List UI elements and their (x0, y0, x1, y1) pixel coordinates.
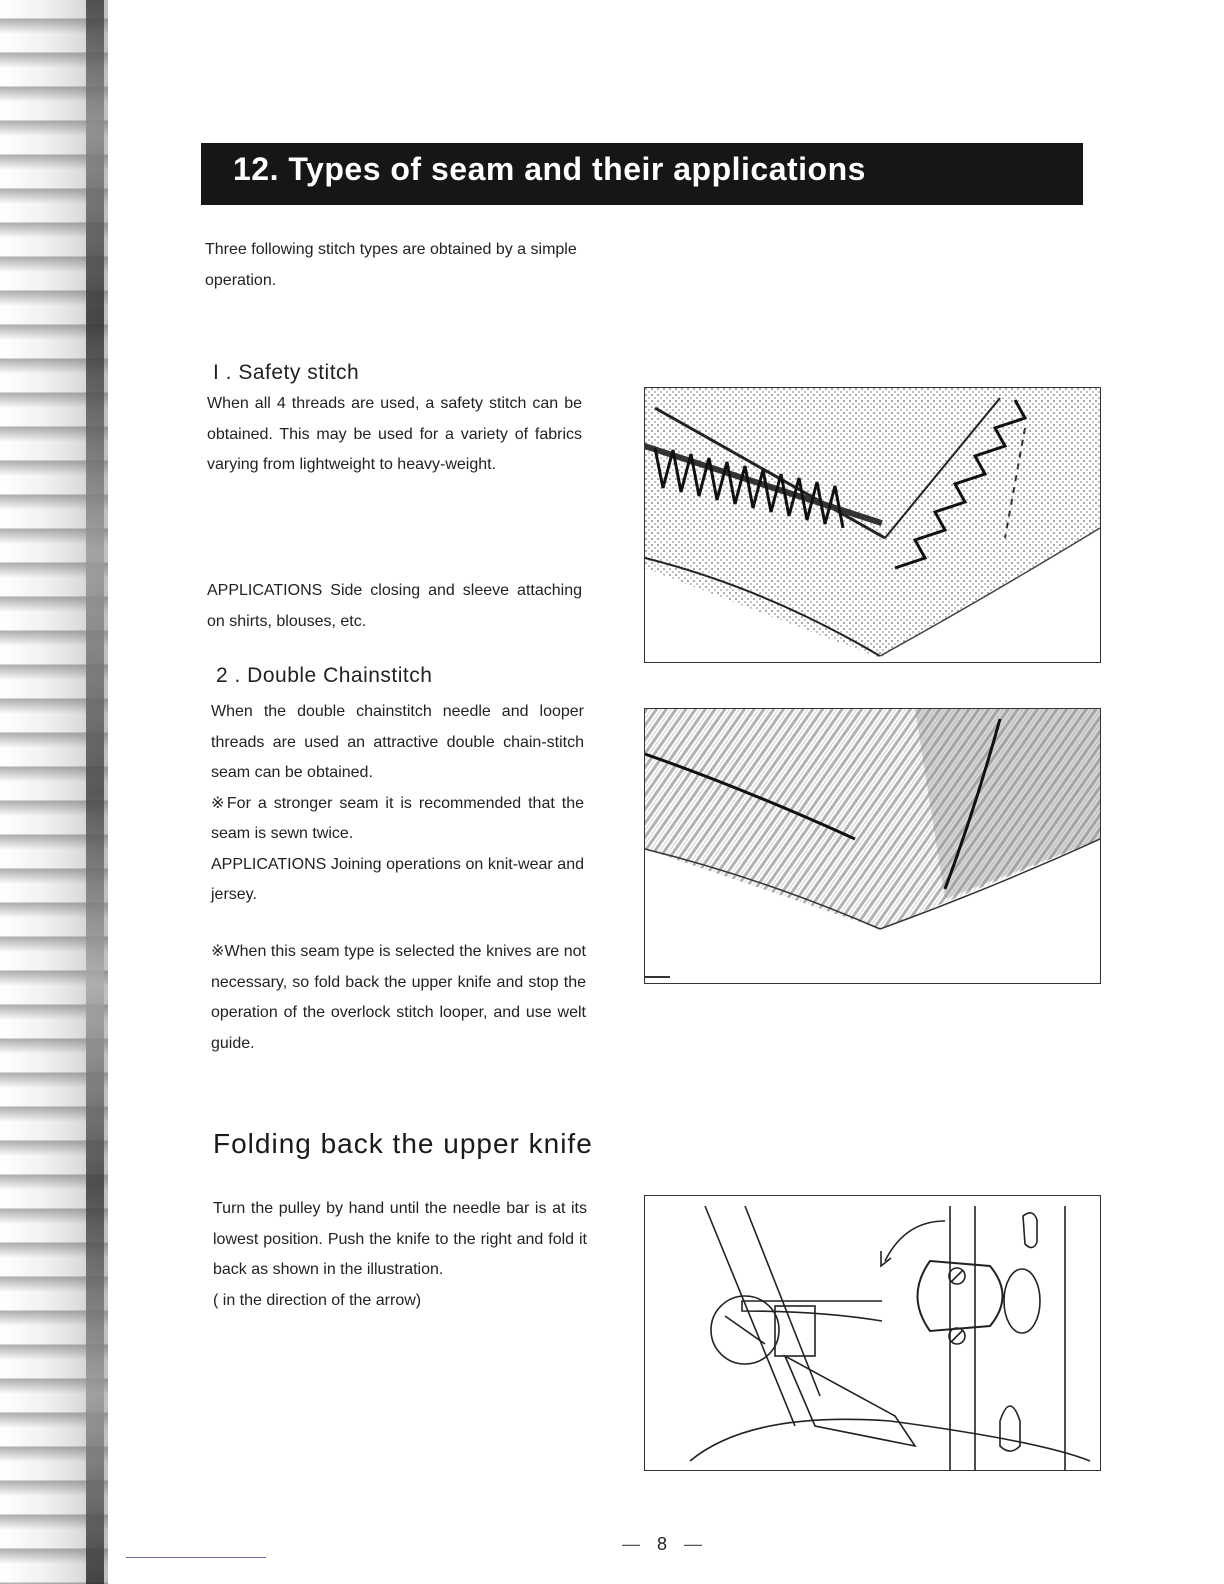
section-title: 12. Types of seam and their applications (233, 151, 866, 187)
safety-stitch-drawing (645, 388, 1100, 662)
double-chainstitch-recommendation: ※For a stronger seam it is recommended that the seam is sewn twice. (211, 794, 584, 842)
scanner-binding-shadow (86, 0, 104, 1584)
folding-heading: Folding back the upper knife (213, 1128, 593, 1159)
safety-stitch-heading: I . Safety stitch (213, 361, 360, 384)
double-chainstitch-body (211, 697, 584, 911)
safety-stitch-applications (207, 576, 582, 637)
page-number-dash-right: — (684, 1534, 703, 1554)
folding-paragraph: Turn the pulley by hand until the needle bar is at its lowest position. Push the knife to the right and fold it back as shown in the illustration. (213, 1200, 587, 1278)
safety-stitch-body (207, 389, 582, 481)
double-chainstitch-applications: APPLICATIONS Joining operations on knit-wear and jersey. (211, 855, 584, 903)
intro-paragraph: Three following stitch types are obtained by a simple operation. (205, 241, 577, 289)
double-chainstitch-illustration (644, 708, 1101, 984)
double-chainstitch-paragraph: When the double chainstitch needle and looper threads are used an attractive double chain-stitch seam can be obtained. (211, 703, 584, 781)
double-chainstitch-note-text: ※When this seam type is selected the knives are not necessary, so fold back the upper knife and stop the operation of the overlock stitch looper, and use welt guide. (211, 943, 586, 1052)
folding-note: ( in the direction of the arrow) (213, 1291, 422, 1309)
page-number-dash-left: — (622, 1534, 640, 1554)
double-chainstitch-heading: 2 . Double Chainstitch (216, 664, 433, 687)
double-chainstitch-note (211, 937, 586, 1059)
double-chainstitch-drawing (645, 709, 1100, 983)
folding-body (213, 1194, 587, 1316)
upper-knife-drawing (645, 1196, 1100, 1470)
page-number (622, 1534, 702, 1555)
safety-stitch-illustration (644, 387, 1101, 663)
intro-text (205, 235, 585, 296)
section-title-bar (201, 143, 1083, 205)
safety-stitch-paragraph: When all 4 threads are used, a safety stitch can be obtained. This may be used for a variety of fabrics varying from lightweight to heavy-weight. (207, 395, 582, 473)
upper-knife-illustration (644, 1195, 1101, 1471)
bottom-rule (126, 1557, 266, 1558)
safety-stitch-applications-text: APPLICATIONS Side closing and sleeve attaching on shirts, blouses, etc. (207, 582, 582, 630)
page-number-value: 8 (657, 1534, 668, 1554)
